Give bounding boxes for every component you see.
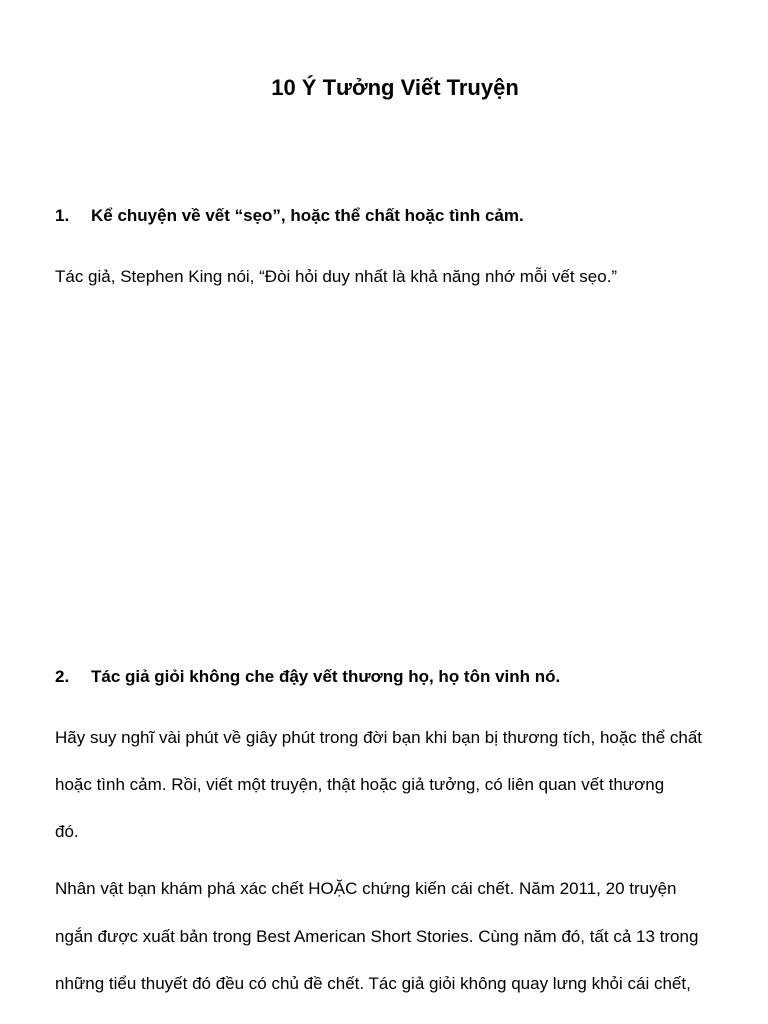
paragraph-line: Hãy suy nghĩ vài phút về giây phút trong đời bạn khi bạn bị thương tích, hoặc thể chất: [55, 728, 703, 747]
section-number: 2.: [55, 667, 70, 686]
document-title: 10 Ý Tưởng Viết Truyện: [271, 75, 519, 100]
paragraph-line: Nhân vật bạn khám phá xác chết HOẶC chứng kiến cái chết. Năm 2011, 20 truyện: [55, 879, 677, 898]
paragraph-line: Tác giả, Stephen King nói, “Đòi hỏi duy nhất là khả năng nhớ mỗi vết sẹo.”: [55, 267, 618, 286]
section-number: 1.: [55, 206, 70, 225]
section-heading-text: Tác giả giỏi không che đậy vết thương họ, họ tôn vinh nó.: [91, 667, 561, 686]
paragraph-line: đó.: [55, 822, 79, 841]
section-heading-2: [55, 665, 560, 689]
paragraph-line: ngắn được xuất bản trong Best American Short Stories. Cùng năm đó, tất cả 13 trong: [55, 927, 699, 946]
paragraph-line: những tiểu thuyết đó đều có chủ đề chết. Tác giả giỏi không quay lưng khỏi cái chết,: [55, 974, 691, 993]
section-heading-text: Kể chuyện về vết “sẹo”, hoặc thể chất hoặc tình cảm.: [91, 206, 524, 225]
paragraph-line: hoặc tình cảm. Rồi, viết một truyện, thật hoặc giả tưởng, có liên quan vết thương: [55, 775, 665, 794]
section-heading-1: [55, 204, 524, 228]
